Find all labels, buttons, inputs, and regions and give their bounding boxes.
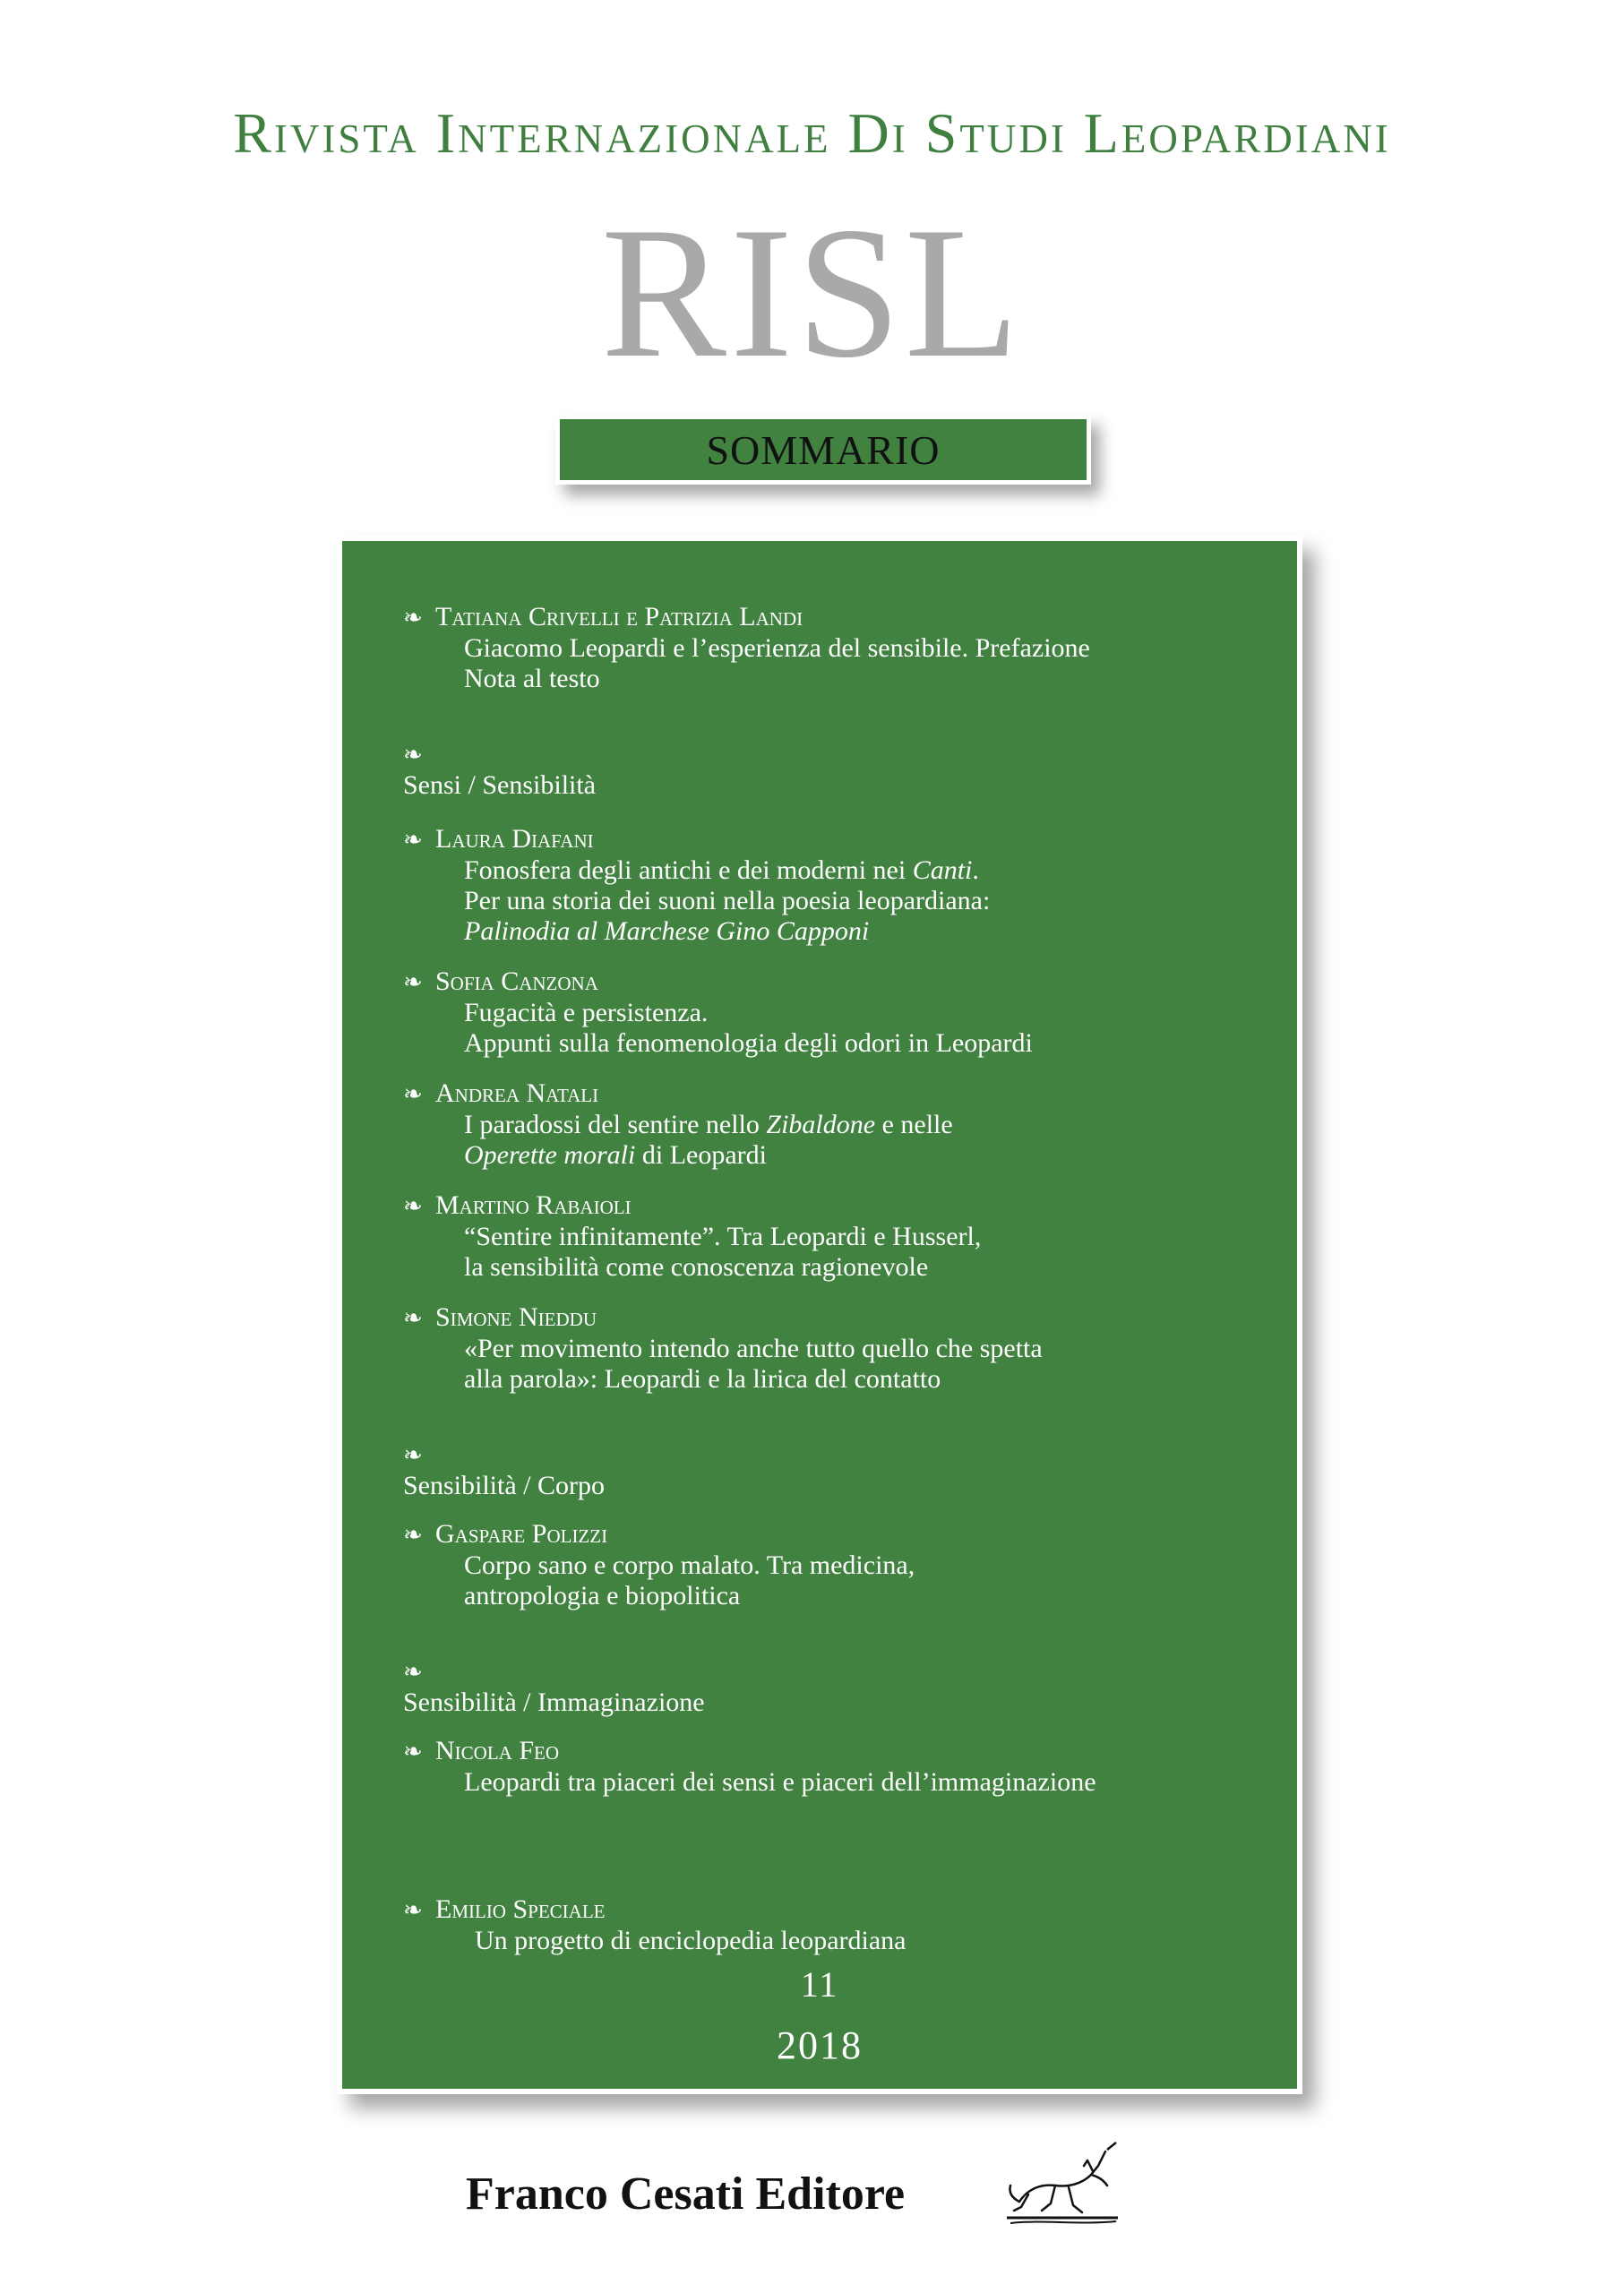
fleuron-icon: ❧ — [403, 969, 423, 995]
toc-entry-speciale — [403, 1894, 1261, 1956]
fleuron-icon: ❧ — [403, 1659, 423, 1685]
fleuron-icon: ❧ — [403, 1442, 423, 1468]
entry-author: Gaspare Polizzi — [435, 1519, 608, 1549]
issue-number: 11 — [800, 1964, 839, 2005]
entry-title-part: Fonosfera degli antichi e dei moderni nei — [464, 855, 913, 885]
toc-entry-rabaioli — [403, 1190, 1261, 1283]
fleuron-icon: ❧ — [403, 1305, 423, 1331]
entry-title-italic: Palinodia al Marchese Gino Capponi — [464, 916, 870, 946]
entry-author: Sofia Canzona — [435, 966, 598, 996]
toc-entry-crivelli-landi — [403, 602, 1261, 694]
fleuron-icon: ❧ — [403, 605, 423, 631]
sommario-text: SOMMARIO — [706, 426, 941, 473]
entry-title-italic: Canti — [912, 855, 973, 885]
toc-entry-diafani — [403, 824, 1261, 947]
entry-author: Andrea Natali — [435, 1078, 599, 1108]
entry-title: Giacomo Leopardi e l’esperienza del sensibile. Prefazione — [464, 633, 1090, 663]
section-title-immaginazione: Sensibilità / Immaginazione — [403, 1688, 705, 1717]
unicorn-logo-icon — [1001, 2139, 1127, 2229]
fleuron-icon: ❧ — [403, 1081, 423, 1107]
entry-title-part: I paradossi del sentire nello — [464, 1110, 767, 1139]
entry-author: Martino Rabaioli — [435, 1190, 632, 1220]
entry-title: Appunti sulla fenomenologia degli odori in Leopardi — [464, 1028, 1033, 1058]
entry-author: Simone Nieddu — [435, 1302, 597, 1332]
toc-entry-canzona — [403, 966, 1261, 1059]
journal-acronym: RISL — [600, 189, 1024, 397]
section-title-sensi: Sensi / Sensibilità — [403, 770, 597, 800]
entry-title-part: e nelle — [875, 1110, 953, 1139]
publisher-name: Franco Cesati Editore — [466, 2168, 906, 2220]
fleuron-icon: ❧ — [403, 827, 423, 853]
entry-title: «Per movimento intendo anche tutto quello che spetta — [464, 1334, 1043, 1363]
table-of-contents — [337, 536, 1302, 2094]
sommario-label — [555, 415, 1091, 485]
entry-author: Nicola Feo — [435, 1736, 560, 1765]
entry-title: la sensibilità come conoscenza ragionevole — [464, 1252, 929, 1282]
toc-entry-nieddu — [403, 1302, 1261, 1395]
entry-title-part: di Leopardi — [635, 1140, 767, 1170]
fleuron-icon: ❧ — [403, 1897, 423, 1923]
entry-title: antropologia e biopolitica — [464, 1581, 741, 1610]
entry-title — [403, 916, 1261, 947]
fleuron-icon: ❧ — [403, 1522, 423, 1548]
entry-title — [403, 1140, 1261, 1171]
entry-author: Laura Diafani — [435, 824, 594, 854]
entry-title-italic: Zibaldone — [766, 1110, 876, 1139]
entry-title: Corpo sano e corpo malato. Tra medicina, — [464, 1550, 915, 1580]
fleuron-icon: ❧ — [403, 1193, 423, 1219]
entry-author: Emilio Speciale — [435, 1894, 606, 1924]
entry-title: Leopardi tra piaceri dei sensi e piaceri dell’immaginazione — [464, 1767, 1096, 1797]
entry-author: Tatiana Crivelli e Patrizia Landi — [435, 602, 803, 631]
entry-title-italic: Operette morali — [464, 1140, 636, 1170]
toc-entry-natali — [403, 1078, 1261, 1171]
section-title-corpo: Sensibilità / Corpo — [403, 1471, 605, 1500]
fleuron-icon: ❧ — [403, 742, 423, 768]
fleuron-icon: ❧ — [403, 1739, 423, 1765]
entry-title: Un progetto di enciclopedia leopardiana — [475, 1926, 907, 1955]
entry-title — [403, 855, 1261, 886]
toc-entry-polizzi — [403, 1519, 1261, 1611]
issue-year: 2018 — [777, 2023, 863, 2067]
entry-title: alla parola»: Leopardi e la lirica del contatto — [464, 1364, 941, 1394]
entry-title: Nota al testo — [464, 664, 600, 693]
toc-entry-feo — [403, 1736, 1261, 1798]
entry-title-part: . — [972, 855, 979, 885]
journal-title: Rivista Internazionale Di Studi Leopardiani — [233, 101, 1391, 165]
entry-title: “Sentire infinitamente”. Tra Leopardi e Husserl, — [464, 1222, 982, 1251]
entry-title: Per una storia dei suoni nella poesia leopardiana: — [464, 886, 991, 915]
entry-title — [403, 1110, 1261, 1140]
entry-title: Fugacità e persistenza. — [464, 998, 709, 1027]
